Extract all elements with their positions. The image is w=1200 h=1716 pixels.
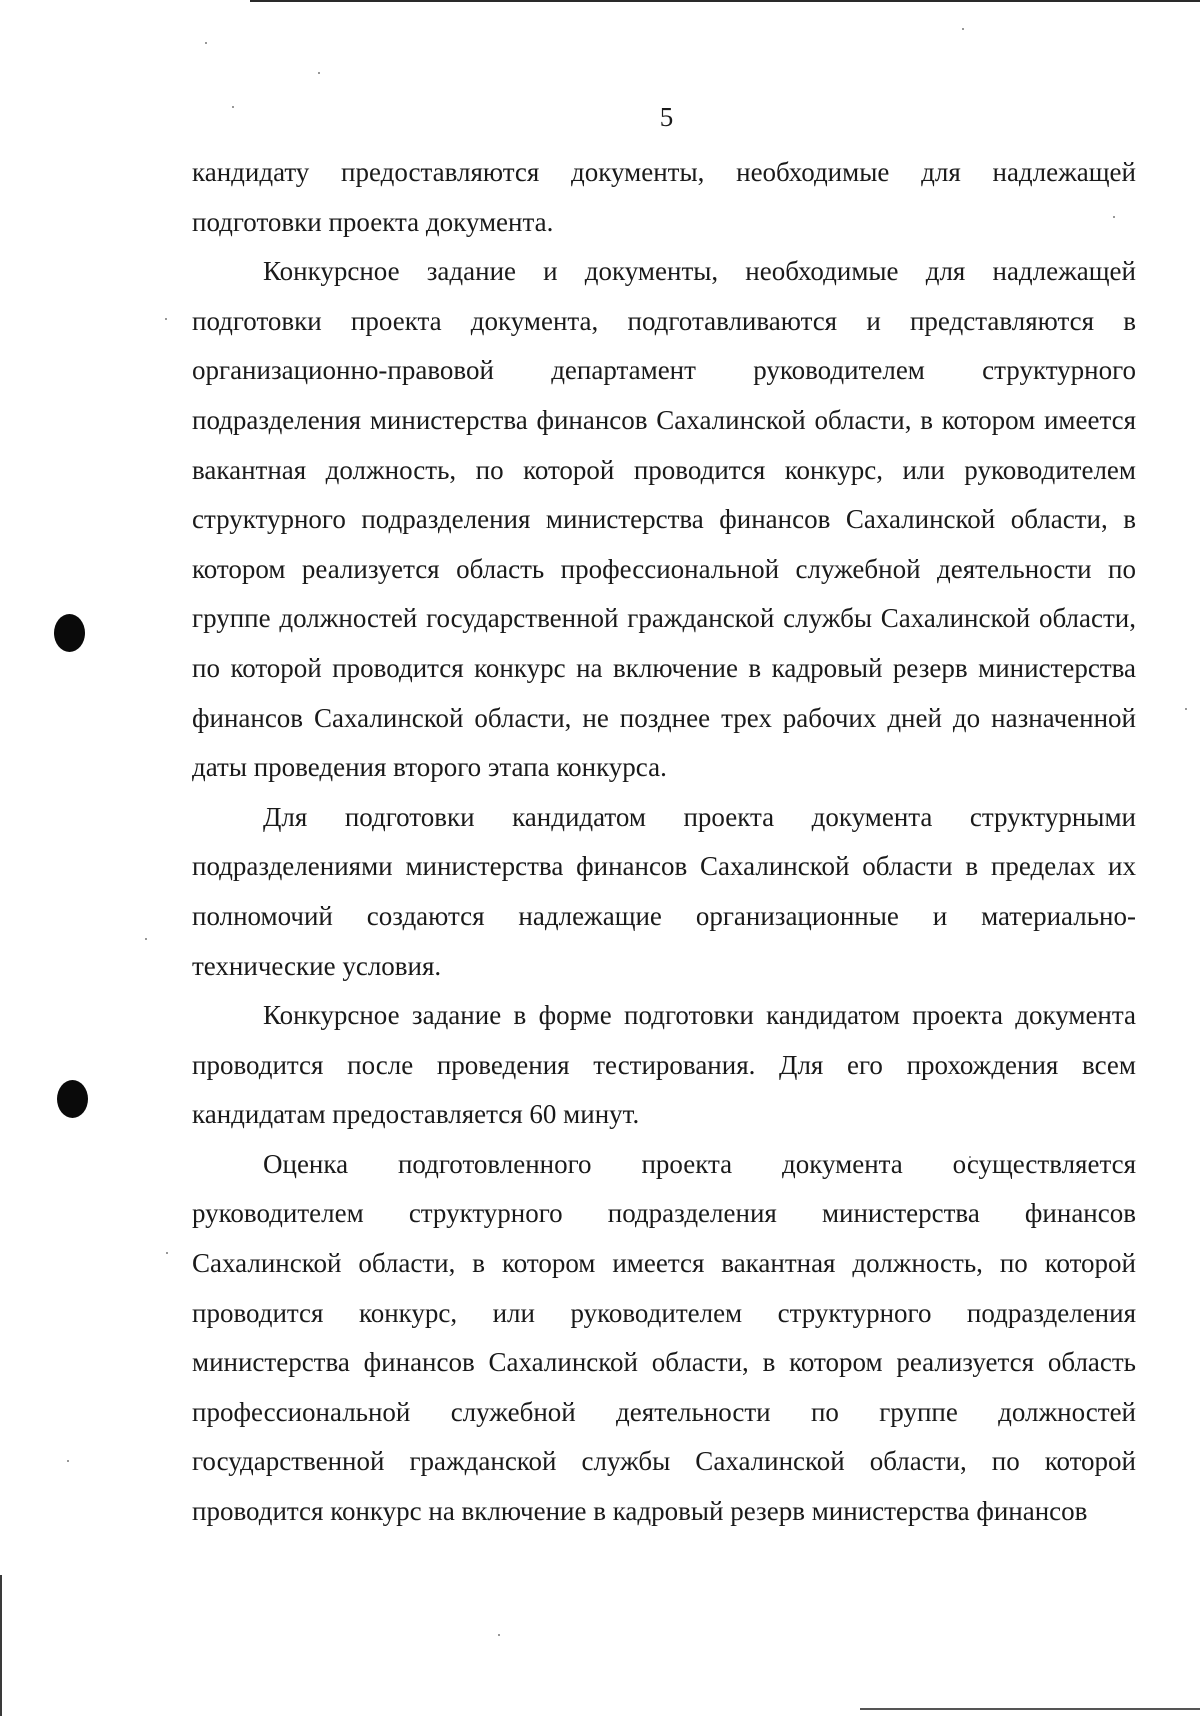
paragraph: Конкурсное задание и документы, необходимые для надлежащей подготовки проекта документа, подготавливаются и представляются в организационно-правовой департамент руководителем структурного подразделения министерства финансов Сахалинской области, в котором имеется вакантная должность, по которой проводится конкурс, или руководителем структурного подразделения министерства финансов Сахалинской области, в котором реализуется область профессиональной служебной деятельности по группе должностей государственной гражданской службы Сахалинской области, по которой проводится конкурс на включение в кадровый резерв министерства финансов Сахалинской области, не позднее трех рабочих дней до назначенной даты проведения второго этапа конкурса. (192, 256, 1136, 783)
scan-speck (318, 72, 320, 74)
paragraph-continuation: кандидату предоставляются документы, необходимые для надлежащей подготовки проекта документа. (192, 157, 1136, 237)
scan-speck (498, 1634, 500, 1636)
document-body (192, 148, 1136, 1537)
paragraph: Конкурсное задание в форме подготовки кандидатом проекта документа проводится после проведения тестирования. Для его прохождения всем кандидатам предоставляется 60 минут. (192, 1000, 1136, 1130)
scan-speck (205, 42, 207, 44)
scan-speck (962, 28, 964, 30)
punch-hole (54, 614, 85, 652)
scan-bottom-edge (860, 1708, 1200, 1710)
punch-hole (57, 1080, 88, 1118)
paragraph: Для подготовки кандидатом проекта документа структурными подразделениями министерства финансов Сахалинской области в пределах их полномочий создаются надлежащие организационные и материально-технические условия. (192, 801, 1136, 981)
scan-left-edge (0, 1575, 2, 1716)
scan-speck (67, 1460, 69, 1462)
scan-speck (165, 318, 167, 320)
paragraph: Оценка подготовленного проекта документа осуществляется руководителем структурного подразделения министерства финансов Сахалинской области, в котором имеется вакантная должность, по которой проводится конкурс, или руководителем структурного подразделения министерства финансов Сахалинской области, в котором реализуется область профессиональной служебной деятельности по группе должностей государственной гражданской службы Сахалинской области, по которой проводится конкурс на включение в кадровый резерв министерства финансов (192, 1148, 1136, 1527)
page-number: 5 (659, 102, 674, 132)
scan-speck (166, 1252, 168, 1254)
scan-top-edge (250, 0, 1200, 2)
scan-speck (145, 938, 147, 940)
scan-speck (1185, 708, 1187, 710)
